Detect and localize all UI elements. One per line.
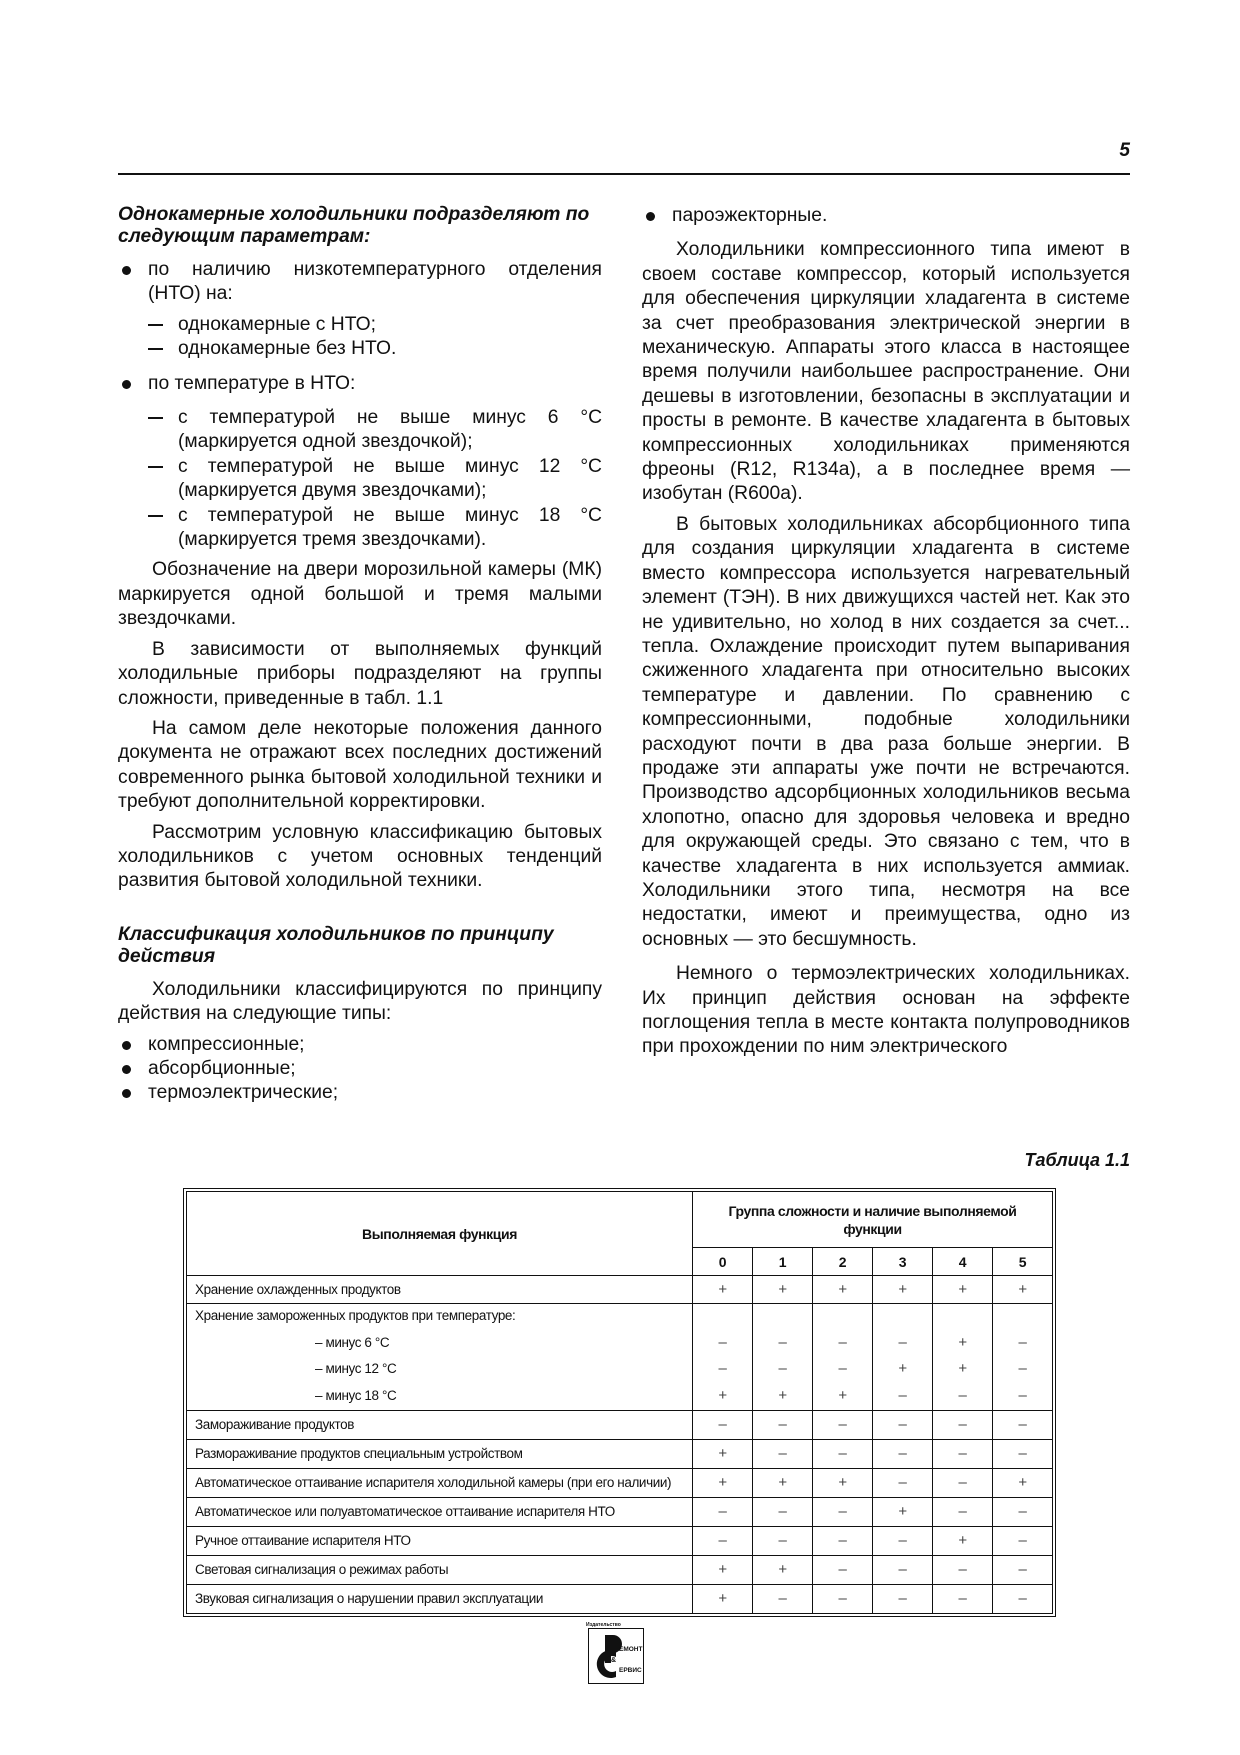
value-cell-group-5: – (993, 1497, 1053, 1526)
value-cell-group-4: – (933, 1468, 993, 1497)
paragraph: В зависимости от выполняемых функций холодильные приборы подразделяют на группы сложности, приведенные в табл. 1.1 (118, 638, 602, 709)
paragraph: Холодильники классифицируются по принципу действия на следующие типы: (118, 978, 602, 1025)
value-cell-group-1 (753, 1304, 813, 1330)
value-cell-group-3: – (873, 1330, 933, 1356)
value-cell-group-0: + (693, 1468, 753, 1497)
value-cell-group-3: + (873, 1356, 933, 1382)
value-cell-group-4 (933, 1304, 993, 1330)
dash-item: с температурой не выше минус 6 °С (маркируется одной звездочкой); (118, 406, 602, 455)
group-header-1: 1 (753, 1248, 813, 1276)
logo-text-bottom: ЕРВИС (619, 1667, 642, 1674)
function-cell: Автоматическое оттаивание испарителя холодильной камеры (при его наличии) (187, 1468, 693, 1497)
value-cell-group-5: + (993, 1468, 1053, 1497)
value-cell-group-4: + (933, 1330, 993, 1356)
value-cell-group-3: – (873, 1410, 933, 1439)
value-cell-group-1: – (753, 1410, 813, 1439)
function-cell: Хранение охлажденных продуктов (187, 1276, 693, 1304)
value-cell-group-5: – (993, 1555, 1053, 1584)
complexity-table (186, 1191, 1053, 1614)
dash-item: с температурой не выше минус 18 °С (маркируется тремя звездочками). (118, 504, 602, 553)
value-cell-group-5: – (993, 1410, 1053, 1439)
dash-item: с температурой не выше минус 12 °С (маркируется двумя звездочками); (118, 455, 602, 504)
function-cell: Замораживание продуктов (187, 1410, 693, 1439)
bullet-item: по наличию низкотемпературного отделения (НТО) на: (118, 258, 602, 307)
value-cell-group-5 (993, 1304, 1053, 1330)
value-cell-group-3: + (873, 1276, 933, 1304)
value-cell-group-2: – (813, 1356, 873, 1382)
value-cell-group-3: – (873, 1584, 933, 1613)
value-cell-group-1: – (753, 1497, 813, 1526)
group-header-0: 0 (693, 1248, 753, 1276)
function-cell: Размораживание продуктов специальным устройством (187, 1439, 693, 1468)
value-cell-group-3: – (873, 1439, 933, 1468)
logo-text-top: ЕМОНТ (619, 1646, 643, 1653)
value-cell-group-3: – (873, 1555, 933, 1584)
value-cell-group-4: – (933, 1439, 993, 1468)
value-cell-group-0: + (693, 1382, 753, 1410)
value-cell-group-5: – (993, 1330, 1053, 1356)
value-cell-group-1: + (753, 1468, 813, 1497)
table-row (187, 1526, 1053, 1555)
function-cell: – минус 12 °С (187, 1356, 693, 1382)
complexity-table-frame (183, 1188, 1056, 1617)
value-cell-group-2 (813, 1304, 873, 1330)
table-row (187, 1410, 1053, 1439)
table-row (187, 1468, 1053, 1497)
value-cell-group-4: – (933, 1410, 993, 1439)
paragraph: Рассмотрим условную классификацию бытовых холодильников с учетом основных тенденций развития бытовой холодильной техники. (118, 821, 602, 892)
value-cell-group-2: + (813, 1382, 873, 1410)
table-row (187, 1356, 1053, 1382)
value-cell-group-3: – (873, 1468, 933, 1497)
value-cell-group-5: – (993, 1584, 1053, 1613)
paragraph: Обозначение на двери морозильной камеры (МК) маркируется одной большой и тремя малыми звездочками. (118, 559, 602, 630)
table-row (187, 1304, 1053, 1330)
bullet-item: компрессионные; (118, 1033, 602, 1057)
value-cell-group-3: – (873, 1382, 933, 1410)
value-cell-group-1: – (753, 1330, 813, 1356)
table-row (187, 1382, 1053, 1410)
table-row (187, 1330, 1053, 1356)
value-cell-group-1: + (753, 1276, 813, 1304)
page-number: 5 (1119, 140, 1130, 161)
value-cell-group-4: – (933, 1497, 993, 1526)
table-row (187, 1439, 1053, 1468)
value-cell-group-5: + (993, 1276, 1053, 1304)
paragraph: Холодильники компрессионного типа имеют в своем составе компрессор, который используется для обеспечения циркуляции хладагента в системе за счет преобразования электрической энергии в механическую. Аппараты этого класса в настоящее время получили наибольшее распространение. Они дешевы в изготовлении, безопасны в эксплуатации и просты в ремонте. В качестве хладагента в бытовых компрессионных холодильниках применяются фреоны (R12, R134a), а в последнее время — изобутан (R600a). (642, 239, 1130, 505)
section-heading-classification: Классификация холодильников по принципу действия (118, 923, 554, 967)
paragraph: На самом деле некоторые положения данного документа не отражают всех последних достижений современного рынка бытовой холодильной техники и требуют дополнительной корректировки. (118, 717, 602, 813)
logo-rs-icon (589, 1629, 642, 1682)
left-column (118, 204, 602, 1106)
paragraph: Немного о термоэлектрических холодильниках. Их принцип действия основан на эффекте поглощения тепла в месте контакта полупроводников при прохождении по ним электрического (642, 963, 1130, 1058)
value-cell-group-4: + (933, 1526, 993, 1555)
value-cell-group-0: + (693, 1276, 753, 1304)
logo-box (588, 1628, 644, 1684)
function-cell: Хранение замороженных продуктов при температуре: (187, 1304, 693, 1330)
value-cell-group-0 (693, 1304, 753, 1330)
value-cell-group-0: – (693, 1330, 753, 1356)
section-heading-single-chamber: Однокамерные холодильники подразделяют по следующим параметрам: (118, 204, 590, 247)
publisher-logo (586, 1622, 646, 1692)
value-cell-group-4: + (933, 1356, 993, 1382)
bullet-item: абсорбционные; (118, 1057, 602, 1081)
bullet-item: пароэжекторные. (642, 204, 1130, 228)
value-cell-group-1: – (753, 1526, 813, 1555)
bullet-item: термоэлектрические; (118, 1081, 602, 1105)
table-row (187, 1584, 1053, 1613)
value-cell-group-0: – (693, 1526, 753, 1555)
value-cell-group-0: – (693, 1410, 753, 1439)
value-cell-group-0: + (693, 1584, 753, 1613)
right-column (642, 204, 1130, 1060)
group-header-5: 5 (993, 1248, 1053, 1276)
value-cell-group-1: – (753, 1356, 813, 1382)
value-cell-group-2: – (813, 1497, 873, 1526)
value-cell-group-0: – (693, 1356, 753, 1382)
value-cell-group-5: – (993, 1439, 1053, 1468)
value-cell-group-0: + (693, 1439, 753, 1468)
value-cell-group-2: – (813, 1439, 873, 1468)
value-cell-group-4: – (933, 1382, 993, 1410)
table-row (187, 1276, 1053, 1304)
value-cell-group-3: + (873, 1497, 933, 1526)
value-cell-group-1: + (753, 1555, 813, 1584)
publisher-caption: Издательство (586, 1622, 621, 1628)
group-header-2: 2 (813, 1248, 873, 1276)
value-cell-group-5: – (993, 1382, 1053, 1410)
value-cell-group-3 (873, 1304, 933, 1330)
value-cell-group-0: – (693, 1497, 753, 1526)
function-cell: – минус 6 °С (187, 1330, 693, 1356)
dash-item: однокамерные с НТО; (118, 313, 602, 337)
value-cell-group-1: – (753, 1439, 813, 1468)
value-cell-group-2: + (813, 1276, 873, 1304)
value-cell-group-4: + (933, 1276, 993, 1304)
value-cell-group-5: – (993, 1356, 1053, 1382)
function-cell: Звуковая сигнализация о нарушении правил эксплуатации (187, 1584, 693, 1613)
value-cell-group-2: – (813, 1555, 873, 1584)
logo-ampersand: & (611, 1657, 617, 1664)
value-cell-group-3: – (873, 1526, 933, 1555)
value-cell-group-1: + (753, 1382, 813, 1410)
header-function: Выполняемая функция (187, 1192, 693, 1276)
bullet-item: по температуре в НТО: (118, 372, 602, 396)
value-cell-group-2: – (813, 1330, 873, 1356)
value-cell-group-2: – (813, 1526, 873, 1555)
function-cell: Ручное оттаивание испарителя НТО (187, 1526, 693, 1555)
function-cell: Световая сигнализация о режимах работы (187, 1555, 693, 1584)
group-header-4: 4 (933, 1248, 993, 1276)
value-cell-group-5: – (993, 1526, 1053, 1555)
value-cell-group-4: – (933, 1584, 993, 1613)
table-row (187, 1497, 1053, 1526)
value-cell-group-2: + (813, 1468, 873, 1497)
value-cell-group-2: – (813, 1410, 873, 1439)
function-cell: Автоматическое или полуавтоматическое оттаивание испарителя НТО (187, 1497, 693, 1526)
function-cell: – минус 18 °С (187, 1382, 693, 1410)
value-cell-group-1: – (753, 1584, 813, 1613)
table-row (187, 1555, 1053, 1584)
paragraph: В бытовых холодильниках абсорбционного типа для создания циркуляции хладагента в системе вместо компрессора используется нагревательный элемент (ТЭН). В них движущихся частей нет. Как это не удивительно, но холод в них создается за счет... тепла. Охлаждение происходит путем выпаривания сжиженного хладагента при относительно высоких температуре и давлении. По сравнению с компрессионными, подобные холодильники расходуют почти в два раза больше энергии. В продаже эти аппараты уже почти не встречаются. Производство адсорбционных холодильников весьма хлопотно, опасно для здоровья человека и вредно для окружающей среды. Это связано с тем, что в качестве хладагента в них используется аммиак. Холодильники этого типа, несмотря на все недостатки, имеют и преимущества, одно из основных — это бесшумность. (642, 513, 1130, 950)
value-cell-group-4: – (933, 1555, 993, 1584)
header-group: Группа сложности и наличие выполняемой функции (693, 1192, 1053, 1248)
dash-item: однокамерные без НТО. (118, 337, 602, 361)
table-caption: Таблица 1.1 (1024, 1150, 1130, 1170)
group-header-3: 3 (873, 1248, 933, 1276)
header-rule (118, 173, 1130, 175)
value-cell-group-0: + (693, 1555, 753, 1584)
value-cell-group-2: – (813, 1584, 873, 1613)
